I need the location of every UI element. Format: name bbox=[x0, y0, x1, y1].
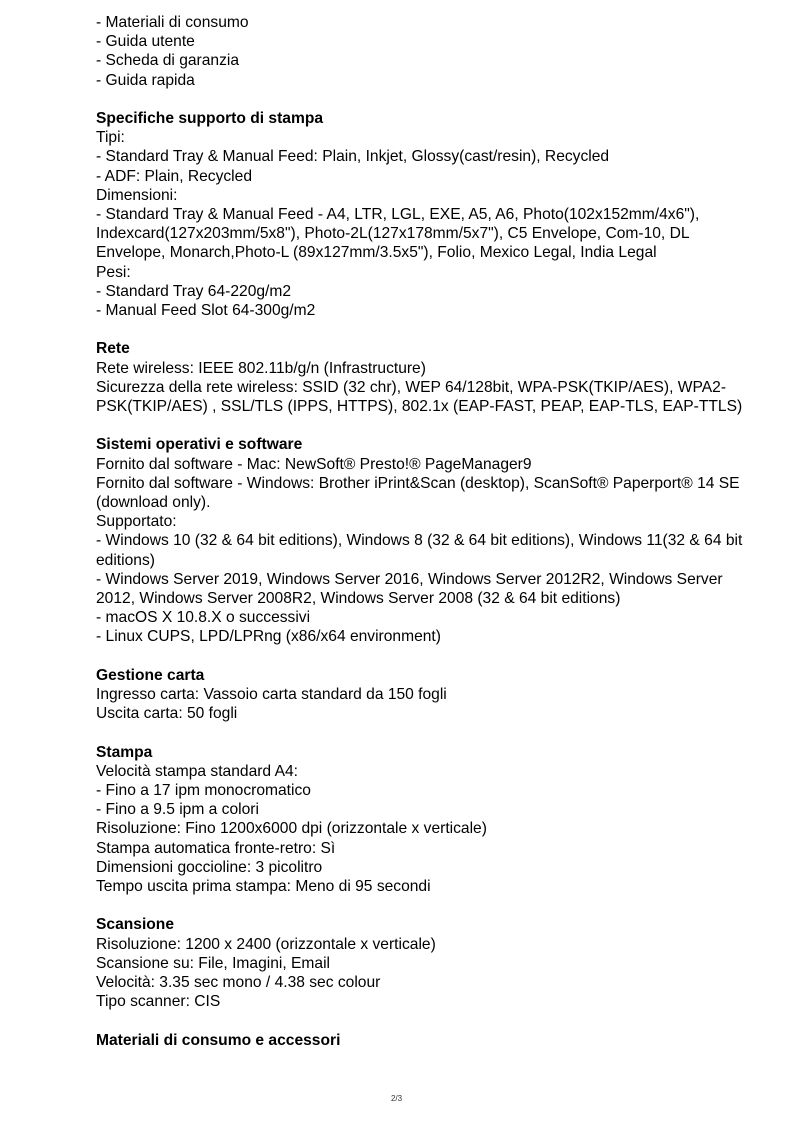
section-heading: Scansione bbox=[96, 916, 174, 934]
spec-section bbox=[96, 1031, 756, 1050]
section-line: Risoluzione: Fino 1200x6000 dpi (orizzontale x verticale) bbox=[96, 820, 487, 838]
section-line: - Linux CUPS, LPD/LPRng (x86/x64 environment) bbox=[96, 628, 441, 646]
section-line: Fornito dal software - Mac: NewSoft® Presto!® PageManager9 bbox=[96, 455, 532, 473]
spec-section bbox=[96, 435, 756, 646]
section-line: Tipo scanner: CIS bbox=[96, 993, 221, 1011]
section-line: - macOS X 10.8.X o successivi bbox=[96, 609, 311, 627]
section-line: - Fino a 9.5 ipm a colori bbox=[96, 801, 259, 819]
section-line: Scansione su: File, Imagini, Email bbox=[96, 954, 331, 972]
intro-item: - Guida utente bbox=[96, 33, 195, 51]
sections-container bbox=[96, 109, 756, 1050]
section-line: Rete wireless: IEEE 802.11b/g/n (Infrastructure) bbox=[96, 359, 426, 377]
section-line: Dimensioni: bbox=[96, 186, 178, 204]
section-heading: Sistemi operativi e software bbox=[96, 436, 303, 454]
intro-list bbox=[96, 13, 756, 90]
section-line: Velocità: 3.35 sec mono / 4.38 sec colour bbox=[96, 974, 381, 992]
page-number: 2/3 bbox=[390, 1094, 403, 1103]
spec-section bbox=[96, 666, 756, 724]
section-heading: Rete bbox=[96, 340, 130, 358]
document-body bbox=[96, 13, 756, 1050]
section-line: Sicurezza della rete wireless: SSID (32 chr), WEP 64/128bit, WPA-PSK(TKIP/AES), WPA2-PSK(TKIP/AES) , SSL/TLS (IPPS, HTTPS), 802.1x (EAP-FAST, PEAP, EAP-TLS, EAP-TTLS) bbox=[96, 378, 743, 416]
section-heading: Gestione carta bbox=[96, 666, 205, 684]
section-line: Ingresso carta: Vassoio carta standard da 150 fogli bbox=[96, 686, 447, 704]
intro-item: - Materiali di consumo bbox=[96, 14, 249, 31]
section-heading: Stampa bbox=[96, 743, 153, 761]
section-line: Tempo uscita prima stampa: Meno di 95 secondi bbox=[96, 878, 431, 896]
section-line: - Windows Server 2019, Windows Server 2016, Windows Server 2012R2, Windows Server 2012, Windows Server 2008R2, Windows Server 2008 (32 & 64 bit editions) bbox=[96, 570, 723, 608]
intro-item: - Guida rapida bbox=[96, 71, 195, 89]
section-line: Fornito dal software - Windows: Brother iPrint&Scan (desktop), ScanSoft® Paperport® 14 SE (download only). bbox=[96, 474, 740, 512]
section-line: Uscita carta: 50 fogli bbox=[96, 705, 238, 723]
intro-item: - Scheda di garanzia bbox=[96, 52, 240, 70]
spec-section bbox=[96, 109, 756, 320]
section-line: - Fino a 17 ipm monocromatico bbox=[96, 782, 311, 800]
spec-section bbox=[96, 743, 756, 897]
section-line: Tipi: bbox=[96, 129, 125, 147]
section-line: Velocità stampa standard A4: bbox=[96, 762, 298, 780]
section-line: Risoluzione: 1200 x 2400 (orizzontale x verticale) bbox=[96, 935, 436, 953]
section-heading: Specifiche supporto di stampa bbox=[96, 110, 324, 127]
section-line: - Manual Feed Slot 64-300g/m2 bbox=[96, 302, 316, 320]
section-heading: Materiali di consumo e accessori bbox=[96, 1031, 341, 1049]
section-line: - Standard Tray & Manual Feed - A4, LTR, LGL, EXE, A5, A6, Photo(102x152mm/4x6"), Indexcard(127x203mm/5x8"), Photo-2L(127x178mm/5x7"), C5 Envelope, Com-10, DL Envelope, Monarch,Photo-L (89x127mm/3.5x5"), Folio, Mexico Legal, India Legal bbox=[96, 206, 700, 262]
spec-section bbox=[96, 339, 756, 416]
section-line: - Standard Tray & Manual Feed: Plain, Inkjet, Glossy(cast/resin), Recycled bbox=[96, 148, 610, 166]
spec-section bbox=[96, 915, 756, 1011]
section-line: Dimensioni goccioline: 3 picolitro bbox=[96, 858, 323, 876]
section-line: Supportato: bbox=[96, 513, 177, 531]
section-line: - ADF: Plain, Recycled bbox=[96, 167, 252, 185]
section-line: Stampa automatica fronte-retro: Sì bbox=[96, 839, 336, 857]
section-line: - Standard Tray 64-220g/m2 bbox=[96, 282, 292, 300]
section-line: - Windows 10 (32 & 64 bit editions), Windows 8 (32 & 64 bit editions), Windows 11(32 & 64 bit editions) bbox=[96, 532, 743, 569]
section-line: Pesi: bbox=[96, 263, 131, 281]
